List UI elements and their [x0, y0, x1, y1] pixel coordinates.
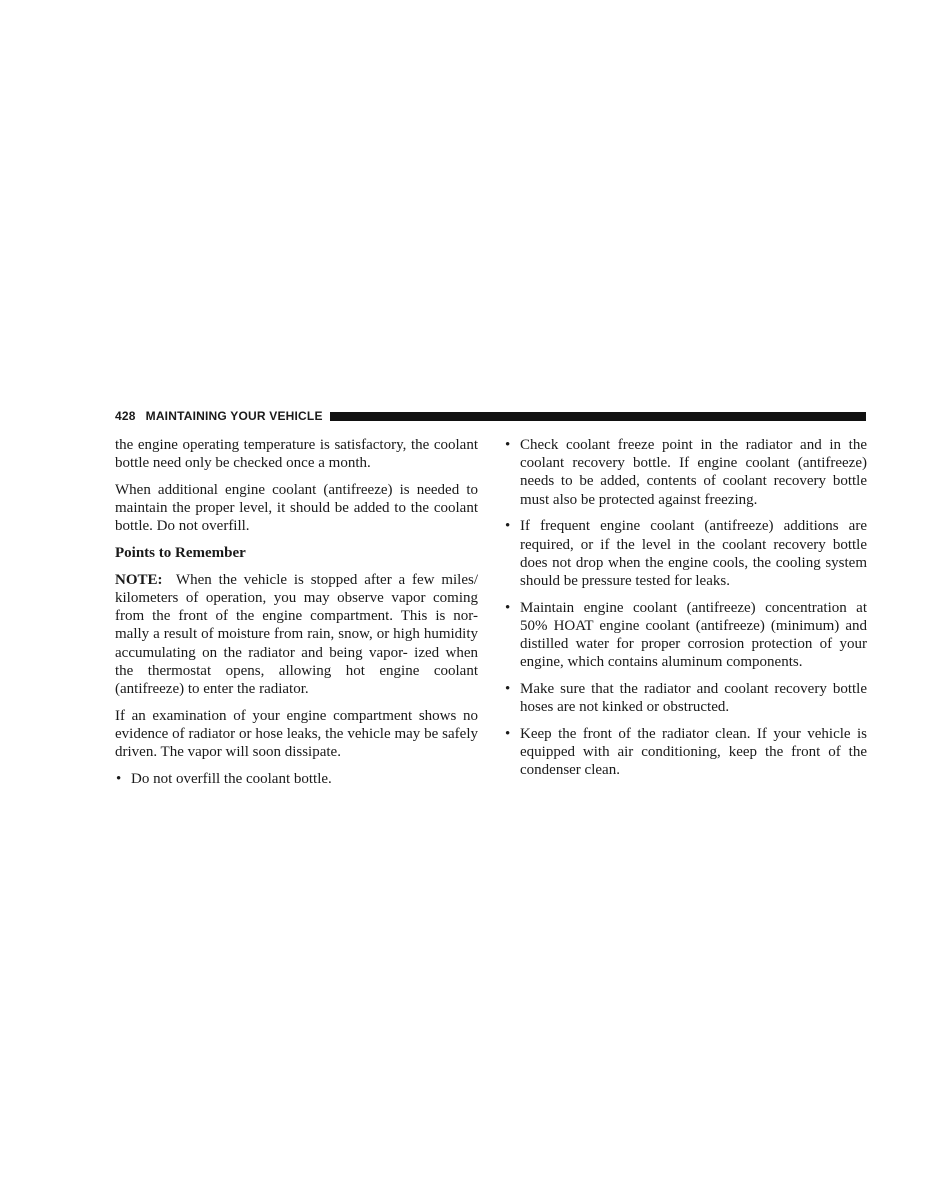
list-item [504, 725, 867, 780]
bullet-icon: • [505, 599, 511, 616]
page-header [115, 407, 866, 425]
note-label: NOTE: [115, 571, 163, 588]
list-item [115, 770, 478, 788]
bullet-list [504, 436, 867, 779]
bullet-icon: • [505, 680, 511, 697]
left-column [115, 436, 478, 796]
paragraph: the engine operating temperature is satisfactory, the coolant bottle need only be checked once a month. [115, 437, 478, 472]
subheading: Points to Remember [115, 545, 246, 562]
list-item-text: Check coolant freeze point in the radiator and in the coolant recovery bottle. If engine coolant (antifreeze) needs to be added, contents of coolant recovery bottle must also be protected against freezing. [520, 437, 867, 508]
list-item-text: Make sure that the radiator and coolant recovery bottle hoses are not kinked or obstructed. [520, 680, 867, 716]
list-item-text: If frequent engine coolant (antifreeze) additions are required, or if the level in the coolant recovery bottle does not drop when the engine cools, the cooling system should be pressure tested for leaks. [520, 518, 867, 589]
section-title: MAINTAINING YOUR VEHICLE [145, 409, 323, 423]
header-rule [330, 412, 866, 421]
list-item [504, 599, 867, 672]
bullet-list [115, 770, 478, 788]
paragraph: When additional engine coolant (antifreeze) is needed to maintain the proper level, it should be added to the coolant bottle. Do not overfill. [115, 481, 478, 535]
list-item [504, 517, 867, 590]
page-number: 428 [115, 409, 136, 423]
note-paragraph [115, 571, 478, 698]
list-item-text: Maintain engine coolant (antifreeze) concentration at 50% HOAT engine coolant (antifreeze) (minimum) and distilled water for proper corrosion protection of your engine, which contains aluminum components. [520, 599, 867, 671]
bullet-icon: • [505, 725, 511, 742]
bullet-icon: • [505, 437, 511, 453]
paragraph: If an examination of your engine compartment shows no evidence of radiator or hose leaks, the vehicle may be safely driven. The vapor will soon dissipate. [115, 707, 478, 761]
bullet-icon: • [505, 518, 511, 535]
right-column [504, 436, 867, 788]
list-item [504, 680, 867, 716]
bullet-icon: • [116, 770, 122, 787]
list-item-text: Do not overfill the coolant bottle. [131, 770, 332, 787]
list-item [504, 436, 867, 509]
list-item-text: Keep the front of the radiator clean. If your vehicle is equipped with air conditioning, keep the front of the condenser clean. [520, 725, 867, 779]
note-text: When the vehicle is stopped after a few miles/ kilometers of operation, you may observe vapor coming from the front of the engine compartment. This is nor- mally a result of moisture from rain, snow, or high humidity accumulating on the radiator and being vapor- ized when the thermostat opens, allowing hot engine coolant (antifreeze) to enter the radiator. [115, 571, 478, 697]
